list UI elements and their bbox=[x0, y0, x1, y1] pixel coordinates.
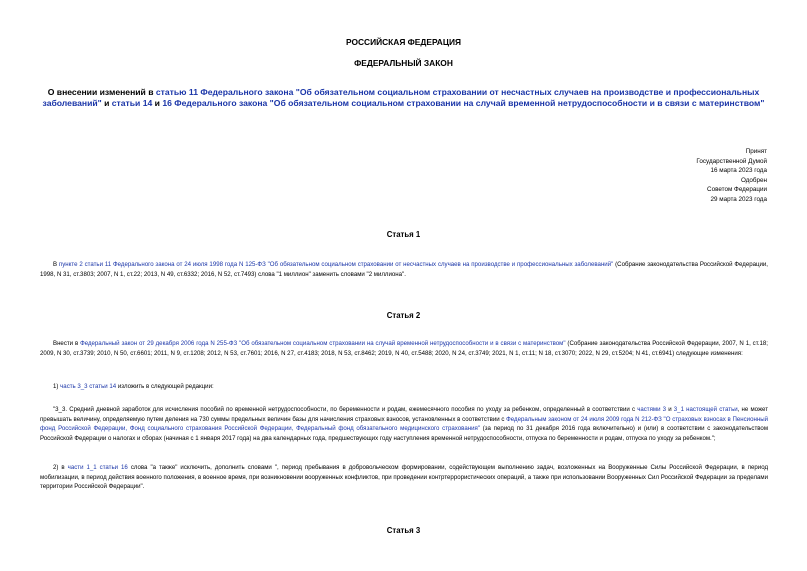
title-link-article-14[interactable]: статьи 14 bbox=[111, 98, 153, 108]
article-1-text bbox=[40, 260, 768, 279]
article-2-heading: Статья 2 bbox=[386, 311, 421, 320]
article-2-item-1 bbox=[40, 382, 768, 392]
article-2-intro bbox=[40, 339, 768, 358]
item-2-text-1: 2) в bbox=[53, 464, 68, 471]
article-1-text-1: В bbox=[53, 261, 59, 268]
quote-text-4: (за период по 31 декабря 2016 года включительно) и (или) в соответствии с законодательством Российской Федерации о налогах и сборах (начиная с 1 января 2017 года) на два календарных года, предшествующих году наступления временной нетрудоспособности, отпуска по беременности и родам, отпуска по уходу за ребенком."; bbox=[40, 425, 769, 442]
article-2-item-2 bbox=[40, 463, 768, 492]
title-text-3: и bbox=[152, 98, 163, 108]
article-1-text-2: (Собрание законодательства Российской Федерации, 1998, N 31, ст.3803; 2007, N 1, ст.22; 2013, N 49, ст.6332; 2016, N 52, ст.7493) слова "1 миллион" заменить словами "2 миллиона". bbox=[40, 261, 768, 278]
item-1-text-1: 1) bbox=[53, 383, 61, 390]
article-2-intro-text-2: (Собрание законодательства Российской Федерации, 2007, N 1, ст.18; 2009, N 30, ст.3739; 2010, N 50, ст.6601; 2011, N 9, ст.1208; 2012, N 53, ст.7601; 2016, N 27, ст.4183; 2018, N 53, ст.8462; 2019, N 40, ст.5488; 2020, N 24, ст.3749; 2021, N 1, ст.11; N 18, ст.3070; 2022, N 29, ст.5204; N 41, ст.6941) следующие изменения: bbox=[40, 340, 768, 357]
acceptance-block bbox=[567, 147, 767, 204]
article-2-link-federal-law-255[interactable]: Федеральный закон от 29 декабря 2006 года N 255-ФЗ "Об обязательном социальном страховании на случай временной нетрудоспособности и в связи с материнством" bbox=[80, 340, 566, 347]
article-1-link-federal-law-125[interactable]: пункте 2 статьи 11 Федерального закона от 24 июля 1998 года N 125-ФЗ "Об обязательном социальном страховании от несчастных случаев на производстве и профессиональных заболеваний" bbox=[58, 261, 614, 268]
quote-link-part-3-1[interactable]: 3_1 настоящей статьи bbox=[673, 406, 738, 413]
acceptance-line: 16 марта 2023 года bbox=[710, 167, 767, 174]
acceptance-line: Принят bbox=[745, 148, 767, 155]
quote-link-parts-3[interactable]: частями 3 bbox=[637, 406, 667, 413]
article-3-heading: Статья 3 bbox=[386, 526, 421, 535]
title-link-article-16[interactable]: 16 Федерального закона "Об обязательном социальном страховании на случай временной нетрудоспособности и в связи с материнством" bbox=[162, 98, 765, 108]
quote-text-1: "3_3. Средний дневной заработок для исчисления пособий по временной нетрудоспособности, по беременности и родам, ежемесячного пособия по уходу за ребенком, определенный в соответствии с bbox=[53, 406, 638, 413]
law-type-heading: ФЕДЕРАЛЬНЫЙ ЗАКОН bbox=[354, 58, 453, 68]
title-text-1: О внесении изменений в bbox=[47, 87, 156, 97]
acceptance-line: 29 марта 2023 года bbox=[710, 195, 767, 203]
article-2-intro-text-1: Внести в bbox=[53, 340, 81, 347]
item-2-link-part-1-1[interactable]: части 1_1 статьи 16 bbox=[67, 464, 128, 471]
law-title bbox=[40, 87, 767, 109]
article-2-quote bbox=[40, 405, 768, 443]
article-1-heading: Статья 1 bbox=[386, 230, 421, 239]
item-1-text-2: изложить в следующей редакции: bbox=[116, 383, 214, 390]
acceptance-line: Государственной Думой bbox=[696, 157, 767, 165]
country-heading: РОССИЙСКАЯ ФЕДЕРАЦИЯ bbox=[345, 37, 462, 47]
acceptance-line: Советом Федерации bbox=[707, 186, 767, 193]
quote-text-2: и bbox=[666, 406, 674, 413]
acceptance-line: Одобрен bbox=[740, 176, 767, 184]
title-link-article-11[interactable]: статью 11 Федерального закона "Об обязательном социальном страховании от несчастных случаев на производстве и профессиональных заболеваний" bbox=[42, 87, 760, 108]
title-text-2: и bbox=[101, 98, 112, 108]
quote-text-3: , не может превышать величину, определяемую путем деления на 730 суммы предельных величин базы для начисления страховых взносов, установленных в соответствии с bbox=[40, 406, 769, 423]
item-2-text-2: слова "а также" исключить, дополнить словами ", период пребывания в добровольческом формировании, содействующем выполнению задач, возложенных на Вооруженные Силы Российской Федерации, в период мобилизации, в период действия военного положения, в военное время, при возникновении вооруженных конфликтов, при проведении контртеррористических операций, а также при использовании Вооруженных Сил Российской Федерации за пределами территории Российской Федерации". bbox=[40, 464, 769, 490]
quote-link-federal-law-212[interactable]: Федеральным законом от 24 июля 2009 года N 212-ФЗ "О страховых взносах в Пенсионный фонд Российской Федерации, Фонд социального страхования Российской Федерации, Федеральный фонд обязательного медицинского страхования" bbox=[40, 415, 768, 432]
item-1-link-part-3-3[interactable]: часть 3_3 статьи 14 bbox=[60, 383, 117, 390]
